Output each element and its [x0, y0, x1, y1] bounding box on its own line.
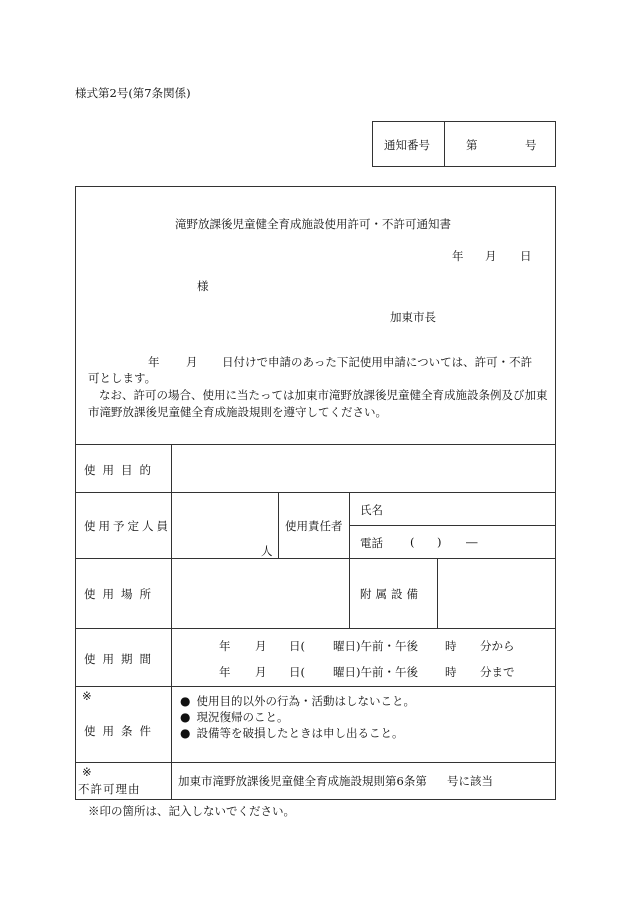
name-label: 氏名	[360, 503, 383, 517]
period-start-weekday: 曜日)午前・午後	[333, 639, 418, 653]
footnote: ※印の箇所は、記入しないでください。	[88, 804, 295, 818]
bullet-icon: ●	[180, 694, 191, 708]
purpose-label: 使用目的	[84, 463, 158, 477]
period-label: 使用期間	[84, 652, 158, 666]
conditions-label: 使用条件	[84, 724, 158, 738]
document-title: 滝野放課後児童健全育成施設使用許可・不許可通知書	[175, 217, 451, 231]
row-divider	[75, 558, 556, 559]
conditions-mark: ※	[82, 689, 92, 703]
bullet-icon: ●	[180, 726, 191, 740]
period-start-day: 日(	[289, 639, 305, 653]
refusal-label: 不許可理由	[78, 782, 141, 796]
period-end-month: 月	[255, 665, 267, 679]
condition-item: ● 現況復帰のこと。	[180, 710, 289, 724]
column-divider	[278, 492, 279, 558]
date-year: 年	[452, 249, 464, 263]
period-end-minute: 分まで	[480, 665, 515, 679]
phone-close-paren: )	[437, 535, 442, 549]
responsible-label: 使用責任者	[285, 519, 343, 533]
phone-label: 電話	[360, 536, 383, 550]
phone-dash: ―	[466, 535, 478, 549]
column-divider	[437, 558, 438, 628]
date-day: 日	[520, 249, 532, 263]
body-text-line1: 日付けで申請のあった下記使用申請については、許可・不許	[222, 355, 533, 369]
condition-item: ● 使用目的以外の行為・活動はしないこと。	[180, 694, 415, 708]
notice-number-label: 通知番号	[384, 138, 430, 152]
row-divider	[75, 628, 556, 629]
period-start-minute: 分から	[480, 639, 515, 653]
body-year: 年	[148, 355, 160, 369]
body-paragraph-2: なお、許可の場合、使用に当たっては加東市滝野放課後児童健全育成施設条例及び加東市滝野放課後児童健全育成施設規則を遵守してください。	[88, 388, 548, 419]
body-text-line2: 可とします。	[88, 371, 157, 385]
phone-open-paren: (	[410, 535, 415, 549]
period-end-year: 年	[219, 665, 231, 679]
people-unit: 人	[261, 544, 273, 558]
form-label: 様式第2号(第7条関係)	[75, 86, 191, 100]
row-divider	[75, 762, 556, 763]
place-label: 使用場所	[84, 587, 158, 601]
body-month: 月	[186, 355, 198, 369]
period-end-weekday: 曜日)午前・午後	[333, 665, 418, 679]
column-divider	[349, 492, 350, 628]
period-end-hour: 時	[445, 665, 457, 679]
bullet-icon: ●	[180, 710, 191, 724]
column-divider	[171, 444, 172, 800]
period-end-day: 日(	[289, 665, 305, 679]
issuer-name: 加東市長	[390, 310, 436, 324]
row-divider	[75, 492, 556, 493]
refusal-text-b: 号に該当	[447, 774, 493, 788]
period-start-year: 年	[219, 639, 231, 653]
period-start-hour: 時	[445, 639, 457, 653]
refusal-text-a: 加東市滝野放課後児童健全育成施設規則第6条第	[178, 774, 427, 788]
refusal-mark: ※	[82, 765, 92, 779]
equipment-label: 附属設備	[360, 587, 422, 601]
row-divider	[349, 525, 556, 526]
period-start-month: 月	[255, 639, 267, 653]
row-divider	[75, 444, 556, 445]
addressee-suffix: 様	[197, 279, 209, 293]
notice-number-divider	[444, 121, 445, 167]
notice-number-suffix: 号	[525, 138, 537, 152]
date-month: 月	[485, 249, 497, 263]
row-divider	[75, 686, 556, 687]
condition-item: ● 設備等を破損したときは申し出ること。	[180, 726, 404, 740]
notice-number-prefix: 第	[466, 138, 478, 152]
people-label: 使用予定人員	[84, 519, 171, 533]
